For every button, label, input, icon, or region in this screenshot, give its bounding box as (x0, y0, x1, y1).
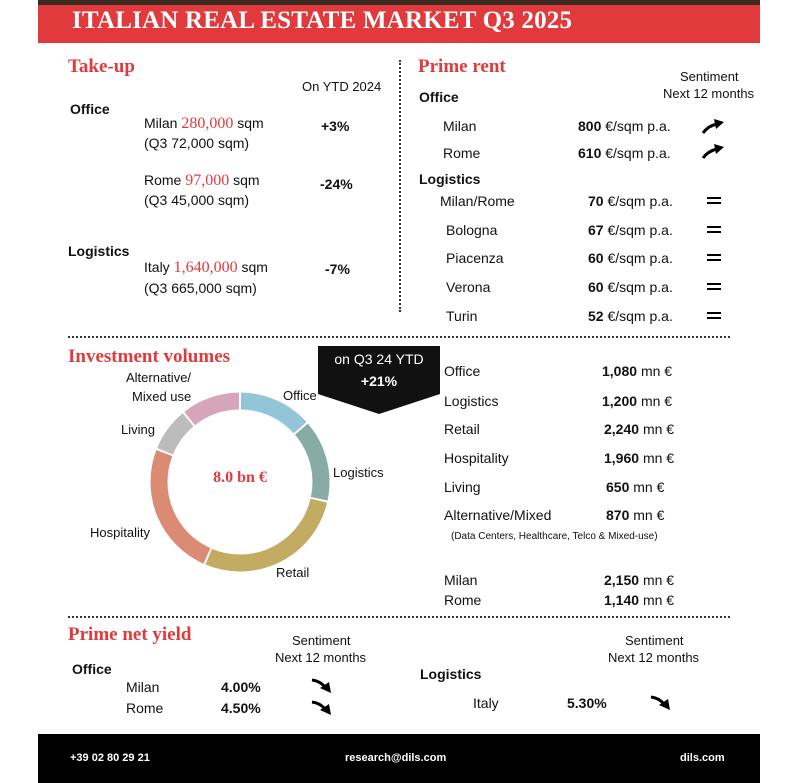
rent-city: Bologna (446, 222, 498, 238)
takeup-row-milan (144, 115, 264, 133)
trend-up-icon (700, 142, 726, 160)
sector-unit: mn € (640, 393, 673, 409)
section-divider (68, 336, 730, 338)
yield-value: 4.50% (221, 700, 261, 716)
trend-down-icon (649, 693, 673, 713)
takeup-value: 97,000 (185, 172, 230, 189)
takeup-city: Italy (144, 259, 170, 275)
yield-sentiment-sublabel: Next 12 months (275, 650, 367, 665)
rent-unit: €/sqm p.a. (607, 308, 673, 324)
stable-equals-icon (707, 312, 721, 321)
sector-value-row (604, 421, 674, 437)
sector-name: Hospitality (444, 450, 509, 466)
rent-sentiment-label: Sentiment (680, 69, 739, 84)
footer-phone[interactable]: +39 02 80 29 21 (70, 752, 150, 764)
sector-unit: mn € (633, 479, 665, 495)
takeup-sub-rome: (Q3 45,000 sqm) (144, 192, 250, 208)
takeup-office-label: Office (70, 101, 110, 117)
sector-unit: mn € (642, 450, 675, 466)
prime-rent-title: Prime rent (418, 56, 506, 77)
vertical-divider (399, 60, 401, 312)
sector-unit: mn € (642, 421, 675, 437)
yield-sentiment-sublabel-right: Next 12 months (608, 650, 700, 665)
rent-city: Milan/Rome (440, 193, 515, 209)
city-value-row (604, 572, 674, 588)
sector-name: Retail (444, 421, 480, 437)
takeup-change-italy: -7% (325, 261, 350, 277)
rent-value-row (588, 222, 673, 238)
badge-label: on Q3 24 YTD (334, 351, 424, 367)
trend-down-icon (310, 698, 334, 718)
yield-logistics-label: Logistics (420, 666, 482, 682)
page-title: ITALIAN REAL ESTATE MARKET Q3 2025 (72, 7, 573, 34)
rent-value: 800 (578, 118, 602, 134)
rent-city: Piacenza (446, 250, 504, 266)
donut-segment-retail (209, 501, 319, 563)
badge-value: +21% (360, 373, 398, 389)
yield-city: Italy (473, 695, 499, 711)
takeup-value: 1,640,000 (173, 259, 238, 276)
donut-label-alternative: Alternative/ (126, 370, 192, 385)
city-unit: mn € (642, 572, 675, 588)
rent-value-row (588, 250, 673, 266)
donut-label-hospitality: Hospitality (90, 525, 150, 540)
sector-value: 1,080 (602, 363, 638, 379)
sector-name: Office (444, 363, 481, 379)
donut-label-living: Living (121, 422, 155, 437)
donut-segment-alternative-mixed-use (190, 401, 239, 419)
footer-website[interactable]: dils.com (680, 752, 725, 764)
stable-equals-icon (707, 197, 721, 206)
takeup-change-milan: +3% (321, 118, 350, 134)
takeup-unit: sqm (241, 259, 268, 275)
donut-label-mixed-use: Mixed use (132, 389, 192, 404)
rent-unit: €/sqm p.a. (607, 222, 673, 238)
takeup-unit: sqm (237, 115, 264, 131)
rent-value: 60 (588, 279, 604, 295)
yield-value: 5.30% (567, 695, 607, 711)
takeup-row-rome (144, 172, 260, 190)
sector-name: Alternative/Mixed (444, 507, 552, 523)
takeup-value: 280,000 (181, 115, 234, 132)
city-name: Rome (444, 592, 482, 608)
stable-equals-icon (707, 283, 721, 292)
takeup-sub-italy: (Q3 665,000 sqm) (144, 280, 257, 296)
rent-unit: €/sqm p.a. (607, 250, 673, 266)
trend-down-icon (310, 676, 334, 696)
sector-value-row (606, 507, 664, 523)
sector-name: Logistics (444, 393, 499, 409)
rent-value: 70 (588, 193, 604, 209)
rent-value-row (588, 308, 673, 324)
city-value: 1,140 (604, 592, 640, 608)
city-value: 2,150 (604, 572, 640, 588)
footer-email[interactable]: research@dils.com (345, 752, 447, 764)
rent-logistics-label: Logistics (419, 171, 481, 187)
investment-title: Investment volumes (68, 346, 231, 367)
rent-sentiment-sublabel: Next 12 months (663, 86, 755, 101)
donut-segment-living (165, 420, 188, 451)
sector-value-row (602, 393, 672, 409)
sector-unit: mn € (633, 507, 665, 523)
donut-label-office: Office (283, 388, 317, 403)
sector-value: 870 (606, 507, 630, 523)
takeup-sub-milan: (Q3 72,000 sqm) (144, 135, 250, 151)
yield-sentiment-label-right: Sentiment (625, 633, 684, 648)
takeup-unit: sqm (233, 172, 260, 188)
takeup-row-italy (144, 259, 268, 277)
rent-value: 52 (588, 308, 604, 324)
sector-value-row (602, 363, 672, 379)
donut-segment-logistics (301, 429, 321, 499)
sector-value-row (604, 450, 674, 466)
rent-city: Rome (443, 145, 481, 161)
yield-value: 4.00% (221, 679, 261, 695)
yield-title: Prime net yield (68, 624, 192, 645)
sector-value: 2,240 (604, 421, 640, 437)
takeup-ytd-label: On YTD 2024 (302, 79, 382, 94)
rent-value-row (588, 193, 673, 209)
stable-equals-icon (707, 226, 721, 235)
takeup-city: Milan (144, 115, 178, 131)
rent-value: 610 (578, 145, 602, 161)
sector-value: 1,960 (604, 450, 640, 466)
city-unit: mn € (642, 592, 675, 608)
yield-city: Milan (126, 679, 160, 695)
yield-city: Rome (126, 700, 164, 716)
trend-up-icon (700, 117, 726, 135)
rent-unit: €/sqm p.a. (607, 279, 673, 295)
yield-office-label: Office (72, 661, 112, 677)
takeup-city: Rome (144, 172, 182, 188)
rent-value-row (588, 279, 673, 295)
stable-equals-icon (707, 254, 721, 263)
yield-sentiment-label: Sentiment (292, 633, 351, 648)
rent-value: 67 (588, 222, 604, 238)
donut-segment-office (241, 401, 300, 428)
rent-value-row (578, 145, 671, 161)
rent-unit: €/sqm p.a. (607, 193, 673, 209)
takeup-logistics-label: Logistics (68, 243, 130, 259)
rent-city: Verona (446, 279, 491, 295)
rent-unit: €/sqm p.a. (605, 118, 671, 134)
sector-value: 650 (606, 479, 630, 495)
rent-city: Turin (446, 308, 478, 324)
donut-label-retail: Retail (276, 565, 310, 580)
donut-label-logistics: Logistics (333, 465, 384, 480)
takeup-change-rome: -24% (320, 176, 353, 192)
rent-city: Milan (443, 118, 477, 134)
alternative-note: (Data Centers, Healthcare, Telco & Mixed-use) (451, 531, 658, 542)
city-name: Milan (444, 572, 478, 588)
sector-value-row (606, 479, 664, 495)
city-value-row (604, 592, 674, 608)
rent-office-label: Office (419, 89, 459, 105)
donut-center-total: 8.0 bn € (213, 469, 267, 486)
sector-name: Living (444, 479, 481, 495)
sector-unit: mn € (640, 363, 673, 379)
sector-value: 1,200 (602, 393, 638, 409)
rent-unit: €/sqm p.a. (605, 145, 671, 161)
rent-value: 60 (588, 250, 604, 266)
takeup-title: Take-up (68, 56, 135, 77)
section-divider (68, 616, 730, 618)
rent-value-row (578, 118, 671, 134)
